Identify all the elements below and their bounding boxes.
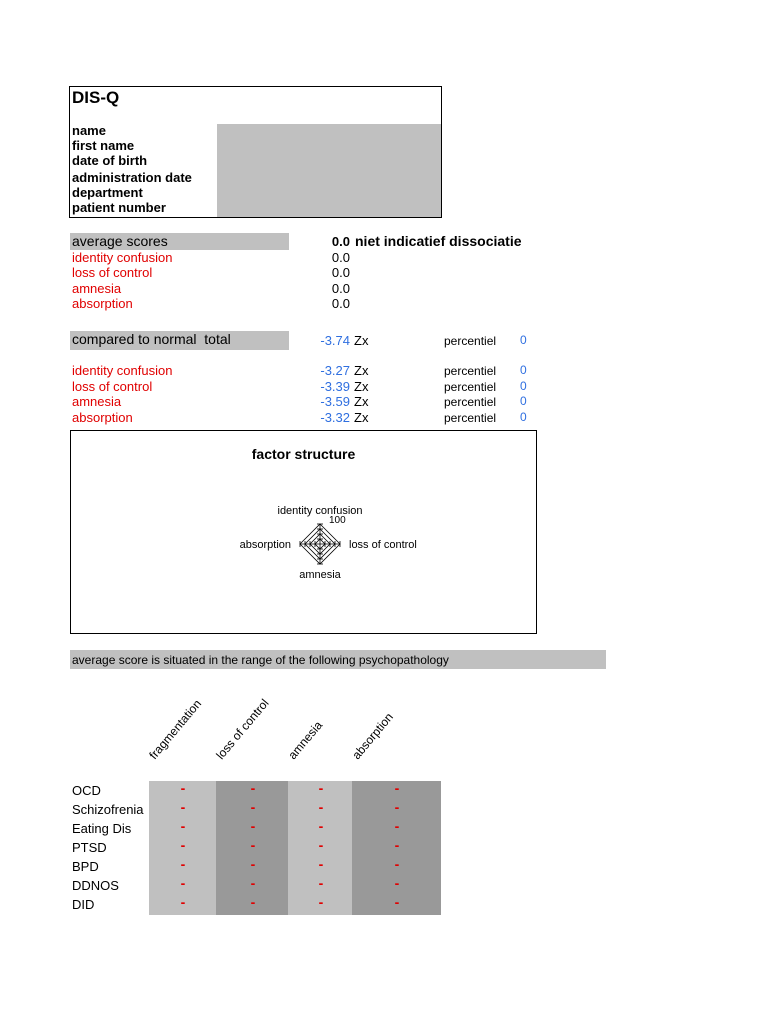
- avg-label-loss-of-control: loss of control: [72, 265, 153, 280]
- cmp-z-absorption: -3.32: [320, 410, 350, 425]
- matrix-cell: -: [180, 799, 186, 815]
- matrix-column-header: absorption: [349, 710, 397, 762]
- field-label-patient-number: patient number: [72, 200, 166, 215]
- matrix-cell: -: [250, 894, 256, 910]
- cmp-z-identity-confusion: -3.27: [320, 363, 350, 378]
- radar-plot: [71, 431, 536, 633]
- matrix-cell: -: [318, 818, 324, 834]
- field-label-date-of-birth: date of birth: [72, 153, 148, 168]
- matrix-cell: -: [250, 799, 256, 815]
- matrix-row-label: DID: [72, 897, 95, 912]
- radar-axis-label-loss-of-control: loss of control: [349, 539, 417, 551]
- field-label-administration-date: administration date: [72, 170, 192, 185]
- factor-structure-chart: [70, 430, 537, 634]
- cmp-z-loss-of-control: -3.39: [320, 379, 350, 394]
- average-total-score: 0.0: [331, 234, 350, 249]
- avg-value-loss-of-control: 0.0: [331, 265, 350, 280]
- matrix-column-header: amnesia: [285, 718, 326, 762]
- matrix-cell: -: [318, 780, 324, 796]
- matrix-cell: -: [394, 856, 400, 872]
- cmp-pct-label-loss-of-control: percentiel: [444, 380, 497, 394]
- matrix-row-label: DDNOS: [72, 878, 119, 893]
- field-label-name: name: [72, 123, 106, 138]
- matrix-row-label: BPD: [72, 859, 99, 874]
- matrix-cell: -: [180, 894, 186, 910]
- form-title: DIS-Q: [72, 88, 120, 107]
- compared-total-unit: Zx: [354, 333, 369, 348]
- cmp-unit-amnesia: Zx: [354, 394, 369, 409]
- cmp-unit-loss-of-control: Zx: [354, 379, 369, 394]
- matrix-column-header: loss of control: [213, 696, 272, 762]
- matrix-row-label: Eating Dis: [72, 821, 132, 836]
- cmp-label-loss-of-control: loss of control: [72, 379, 153, 394]
- compared-total-z: -3.74: [320, 333, 350, 348]
- cmp-label-absorption: absorption: [72, 410, 133, 425]
- matrix-cell: -: [250, 837, 256, 853]
- field-label-department: department: [72, 185, 143, 200]
- radar-axis-label-identity-confusion: identity confusion: [277, 505, 363, 517]
- matrix-row-label: OCD: [72, 783, 101, 798]
- compared-total-pct: 0: [520, 333, 527, 347]
- radar-axis-label-amnesia: amnesia: [299, 569, 341, 581]
- matrix-cell: -: [180, 780, 186, 796]
- compared-title: compared to normal total: [72, 331, 231, 347]
- matrix-cell: -: [318, 837, 324, 853]
- matrix-cell: -: [318, 894, 324, 910]
- matrix-row-label: PTSD: [72, 840, 107, 855]
- avg-value-absorption: 0.0: [331, 296, 350, 311]
- cmp-pct-label-amnesia: percentiel: [444, 395, 497, 409]
- matrix-cell: -: [394, 818, 400, 834]
- matrix-cell: -: [180, 818, 186, 834]
- cmp-unit-identity-confusion: Zx: [354, 363, 369, 378]
- cmp-label-amnesia: amnesia: [72, 394, 122, 409]
- cmp-z-amnesia: -3.59: [320, 394, 350, 409]
- matrix-column-header: fragmentation: [146, 696, 205, 762]
- cmp-pct-identity-confusion: 0: [520, 363, 527, 377]
- matrix-cell: -: [318, 799, 324, 815]
- radar-max-tick-label: 100: [329, 515, 346, 526]
- average-interpretation: niet indicatief dissociatie: [355, 233, 522, 249]
- matrix-cell: -: [250, 875, 256, 891]
- avg-label-absorption: absorption: [72, 296, 133, 311]
- matrix-cell: -: [394, 837, 400, 853]
- matrix-cell: -: [318, 875, 324, 891]
- radar-axis-label-absorption: absorption: [239, 539, 291, 551]
- matrix-cell: -: [394, 780, 400, 796]
- cmp-pct-label-identity-confusion: percentiel: [444, 364, 497, 378]
- cmp-pct-absorption: 0: [520, 410, 527, 424]
- cmp-pct-amnesia: 0: [520, 394, 527, 408]
- cmp-unit-absorption: Zx: [354, 410, 369, 425]
- matrix-cell: -: [250, 856, 256, 872]
- compared-total-pct-label: percentiel: [444, 334, 497, 348]
- matrix-cell: -: [180, 856, 186, 872]
- avg-value-identity-confusion: 0.0: [331, 250, 350, 265]
- matrix-row-label: Schizofrenia: [72, 802, 144, 817]
- matrix-cell: -: [250, 780, 256, 796]
- matrix-cell: -: [180, 837, 186, 853]
- avg-label-identity-confusion: identity confusion: [72, 250, 173, 265]
- matrix-cell: -: [394, 799, 400, 815]
- patient-info-input-area[interactable]: [217, 124, 441, 217]
- matrix-cell: -: [250, 818, 256, 834]
- matrix-cell: -: [394, 894, 400, 910]
- psychopathology-banner-text: average score is situated in the range of the following psychopathology: [72, 653, 449, 667]
- matrix-cell: -: [318, 856, 324, 872]
- avg-value-amnesia: 0.0: [331, 281, 350, 296]
- average-scores-title: average scores: [72, 233, 168, 249]
- matrix-cell: -: [394, 875, 400, 891]
- cmp-pct-label-absorption: percentiel: [444, 411, 497, 425]
- cmp-pct-loss-of-control: 0: [520, 379, 527, 393]
- matrix-cell: -: [180, 875, 186, 891]
- cmp-label-identity-confusion: identity confusion: [72, 363, 173, 378]
- avg-label-amnesia: amnesia: [72, 281, 122, 296]
- chart-title: factor structure: [251, 446, 356, 462]
- field-label-first-name: first name: [72, 138, 135, 153]
